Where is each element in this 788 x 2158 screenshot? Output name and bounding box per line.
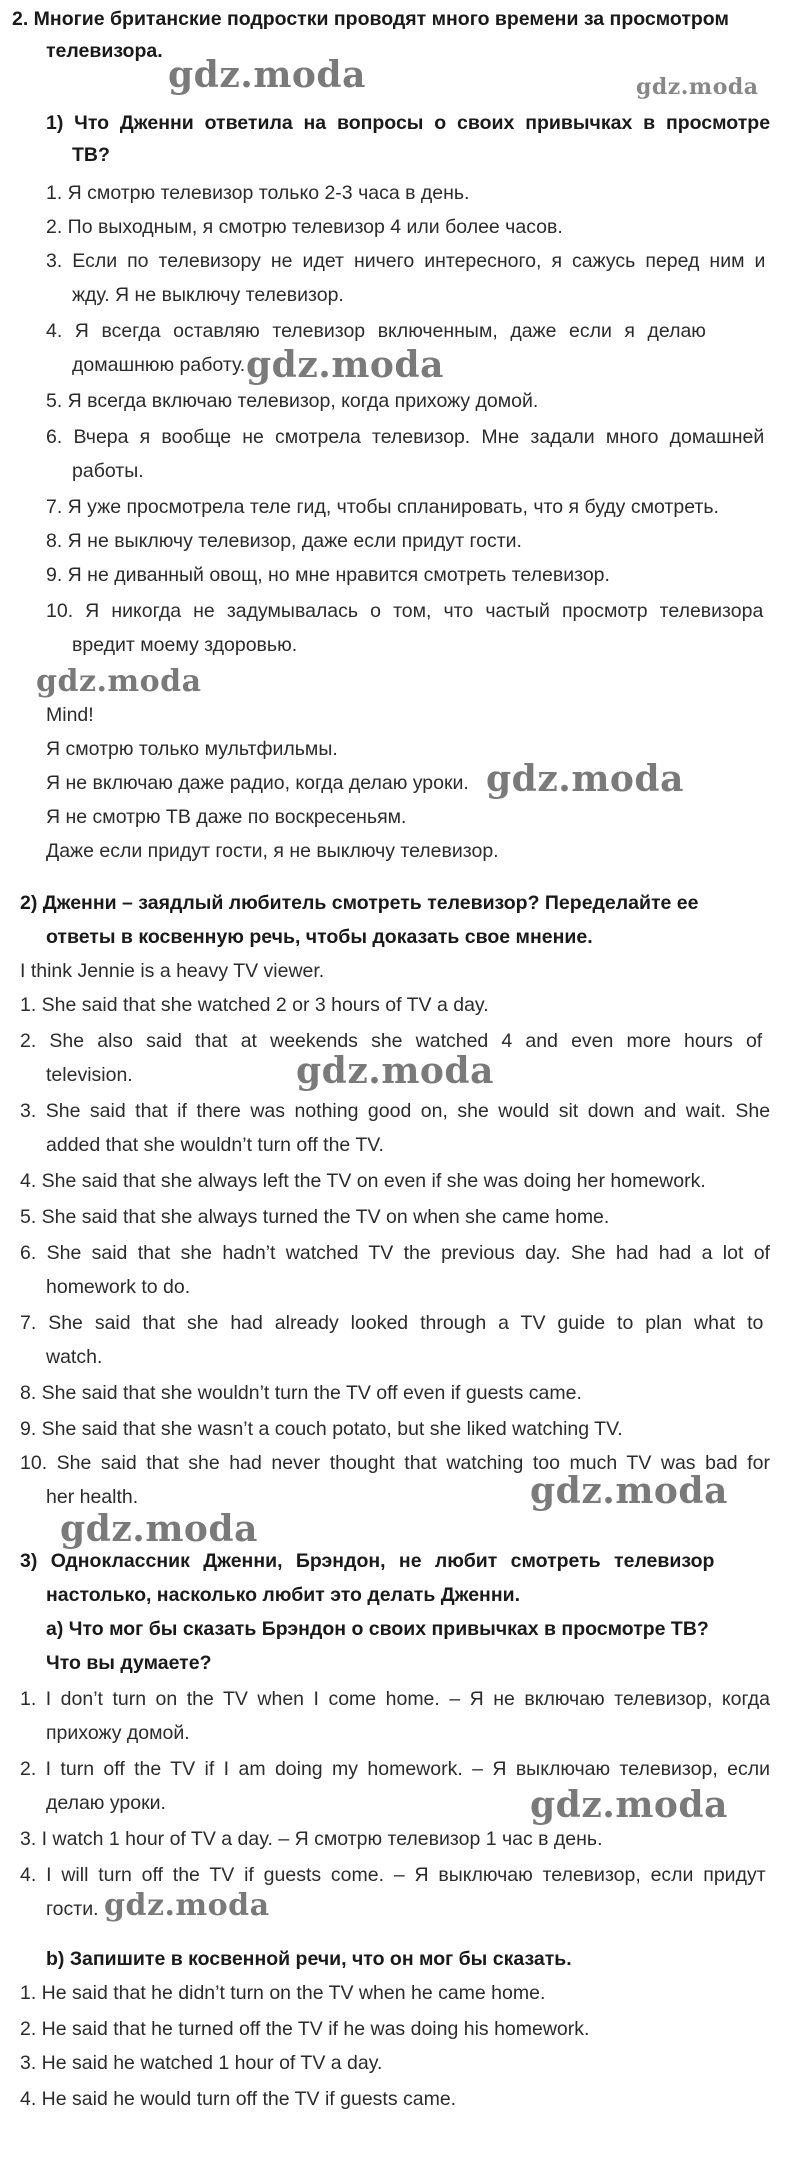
text-line: 9. She said that she wasn’t a couch potato, but she liked watching TV. [20,1418,623,1440]
heading-line: ТВ? [72,144,110,166]
watermark: gdz.moda [168,54,366,96]
text-line: 7. Я уже просмотрела теле гид, чтобы спланировать, что я буду смотреть. [46,496,719,518]
heading-line: 2. Многие британские подростки проводят много времени за просмотром [12,8,729,30]
watermark: gdz.moda [60,1508,258,1550]
text-line: жду. Я не выключу телевизор. [72,284,344,306]
heading-line: 2) Дженни – заядлый любитель смотреть телевизор? Переделайте ее [20,892,699,914]
text-line: вредит моему здоровью. [72,634,298,656]
watermark: gdz.moda [104,1888,270,1923]
text-line: 6. Вчера я вообще не смотрела телевизор. Мне задали много домашней [46,426,765,448]
text-line: 6. She said that she hadn’t watched TV the previous day. She had had a lot of [20,1242,770,1264]
text-line: 10. Я никогда не задумывалась о том, что частый просмотр телевизора [46,600,764,622]
text-line: 8. Я не выключу телевизор, даже если придут гости. [46,530,522,552]
text-line: домашнюю работу. [72,354,246,376]
text-line: 2. She also said that at weekends she watched 4 and even more hours of [20,1030,763,1052]
text-line: 1. I don’t turn on the TV when I come home. – Я не включаю телевизор, когда [20,1688,770,1710]
text-line: Я не смотрю ТВ даже по воскресеньям. [46,806,407,828]
text-line: прихожу домой. [46,1722,190,1744]
text-line: 3. She said that if there was nothing good on, she would sit down and wait. She [20,1100,771,1122]
heading-line: настолько, насколько любит это делать Дженни. [46,1584,521,1606]
text-line: 1. He said that he didn’t turn on the TV when he came home. [20,1982,546,2004]
text-line: Mind! [46,704,94,726]
text-line: 7. She said that she had already looked through a TV guide to plan what to [20,1312,764,1334]
text-line: 4. Я всегда оставляю телевизор включенным, даже если я делаю [46,320,706,342]
text-line: her health. [46,1486,139,1508]
watermark: gdz.moda [636,74,759,100]
heading-line: a) Что мог бы сказать Брэндон о своих привычках в просмотре ТВ? [46,1618,709,1640]
text-line: 1. Я смотрю телевизор только 2-3 часа в день. [46,182,470,204]
text-line: 4. He said he would turn off the TV if guests came. [20,2088,457,2110]
watermark: gdz.moda [530,1784,728,1826]
text-line: 3. Если по телевизору не идет ничего интересного, я сажусь перед ним и [46,250,766,272]
watermark: gdz.moda [36,664,202,699]
text-line: 4. She said that she always left the TV on even if she was doing her homework. [20,1170,706,1192]
text-line: 3. I watch 1 hour of TV a day. – Я смотрю телевизор 1 час в день. [20,1828,603,1850]
text-line: 2. По выходным, я смотрю телевизор 4 или более часов. [46,216,563,238]
heading-line: 3) Одноклассник Дженни, Брэндон, не любит смотреть телевизор [20,1550,715,1572]
text-line: работы. [72,460,144,482]
text-line: 1. She said that she watched 2 or 3 hours of TV a day. [20,994,489,1016]
watermark: gdz.moda [530,1470,728,1512]
text-line: 9. Я не диванный овощ, но мне нравится смотреть телевизор. [46,564,610,586]
heading-line: b) Запишите в косвенной речи, что он мог бы сказать. [46,1948,572,1970]
heading-line: телевизора. [46,40,163,62]
watermark: gdz.moda [486,758,684,800]
text-line: watch. [46,1346,103,1368]
text-line: Даже если придут гости, я не выключу телевизор. [46,840,499,862]
text-line: homework to do. [46,1276,191,1298]
text-line: television. [46,1064,133,1086]
text-line: added that she wouldn’t turn off the TV. [46,1134,384,1156]
watermark: gdz.moda [296,1050,494,1092]
heading-line: ответы в косвенную речь, чтобы доказать свое мнение. [46,926,593,948]
heading-line: 1) Что Дженни ответила на вопросы о своих привычках в просмотре [46,112,771,134]
watermark: gdz.moda [246,344,444,386]
text-line: 2. I turn off the TV if I am doing my homework. – Я выключаю телевизор, если [20,1758,770,1780]
text-line: 10. She said that she had never thought that watching too much TV was bad for [20,1452,770,1474]
heading-line: Что вы думаете? [46,1652,212,1674]
text-line: Я смотрю только мультфильмы. [46,738,338,760]
text-line: 5. She said that she always turned the TV on when she came home. [20,1206,610,1228]
text-line: гости. [46,1898,99,1920]
text-line: Я не включаю даже радио, когда делаю уроки. [46,772,469,794]
text-line: 2. He said that he turned off the TV if he was doing his homework. [20,2018,590,2040]
text-line: делаю уроки. [46,1792,166,1814]
text-line: 5. Я всегда включаю телевизор, когда прихожу домой. [46,390,539,412]
text-line: 3. He said he watched 1 hour of TV a day. [20,2052,383,2074]
text-line: I think Jennie is a heavy TV viewer. [20,960,325,982]
text-line: 8. She said that she wouldn’t turn the TV off even if guests came. [20,1382,582,1404]
text-line: 4. I will turn off the TV if guests come. – Я выключаю телевизор, если придут [20,1864,766,1886]
